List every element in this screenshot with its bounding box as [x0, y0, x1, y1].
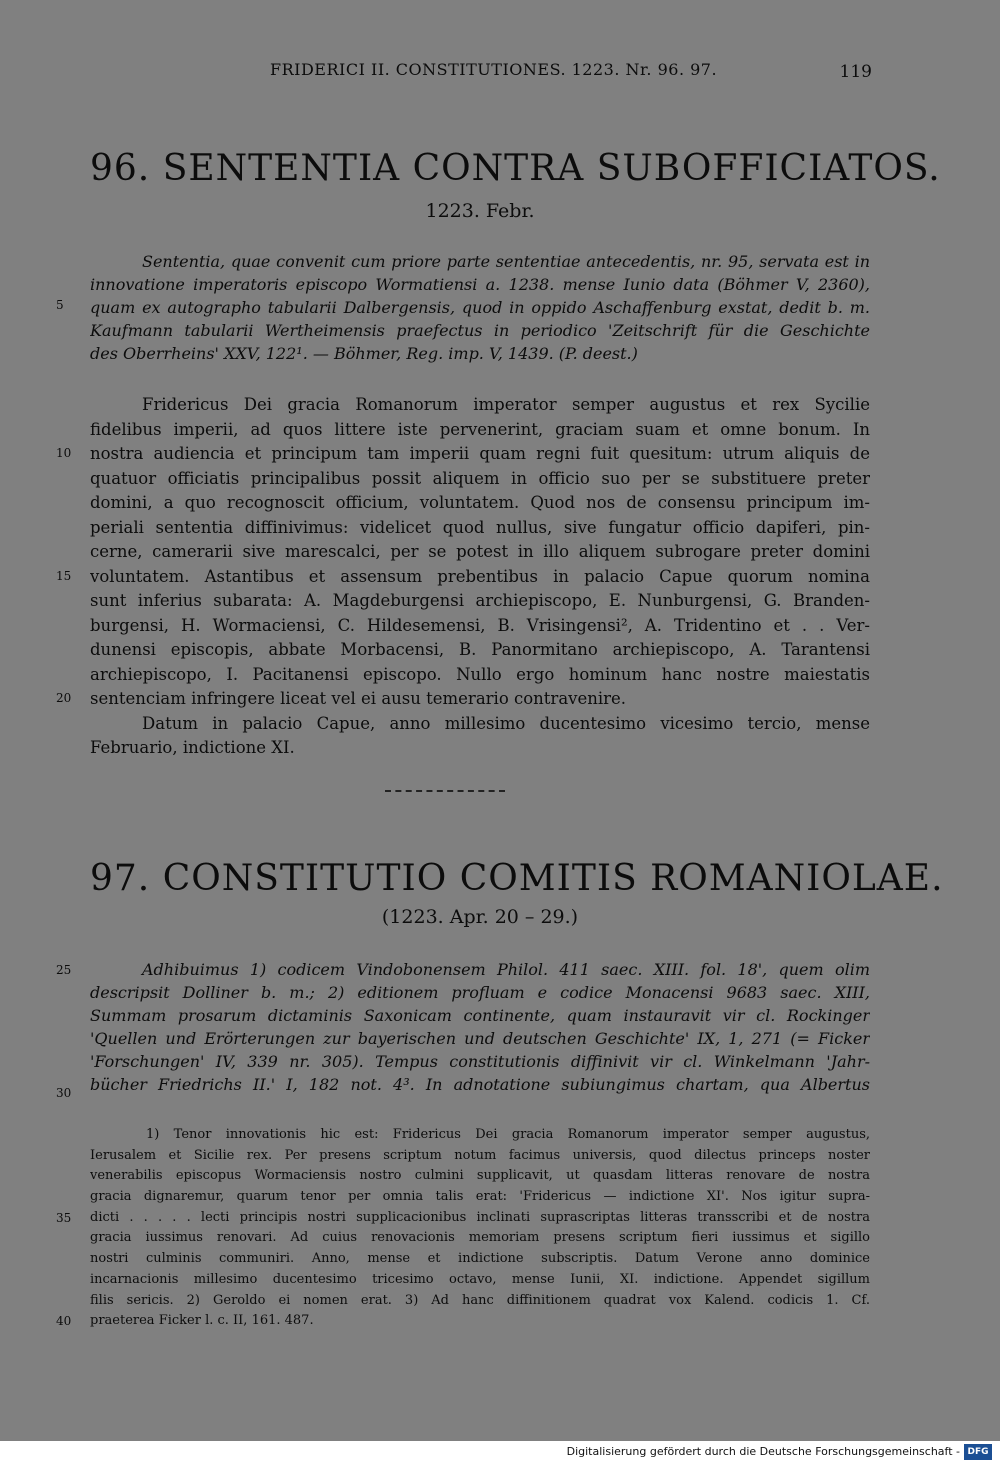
intro-line: Sententia, quae convenit cum priore parte sententiae antecedentis, nr. 95, servata est in: [142, 252, 870, 271]
body-line: fidelibus imperii, ad quos littere iste pervenerint, graciam suam et omne bonum. In: [90, 419, 870, 439]
body-line: Fridericus Dei gracia Romanorum imperator semper augustus et rex Sycilie: [142, 395, 870, 414]
body-line: burgensi, H. Wormaciensi, C. Hildesemensi, B. Vrisingensi², A. Tridentino et . . Ver-: [90, 615, 870, 635]
intro-line: quam ex autographo tabularii Dalbergensis, quod in oppido Aschaffenburg exstat, dedit b. m.: [90, 298, 870, 317]
line-number: 5: [56, 298, 64, 312]
footnote-line: gracia dignaremur, quarum tenor per omnia talis erat: 'Fridericus — indictione XI'. Nos igitur supra-: [90, 1189, 870, 1205]
footnotes: [90, 1125, 870, 1332]
footnote-line: Ierusalem et Sicilie rex. Per presens scriptum notum facimus universis, quod dilectus princeps noster: [90, 1147, 870, 1163]
footnote-line: praeterea Ficker l. c. II, 161. 487.: [90, 1313, 314, 1329]
footnote-line: incarnacionis millesimo ducentesimo tricesimo octavo, mense Iunii, XI. indictione. Appendet sigillum: [90, 1271, 870, 1287]
body-line: quatuor officiatis principalibus possit aliquem in officio suo per se substituere preter: [90, 468, 870, 488]
section-97-date: (1223. Apr. 20 – 29.): [381, 906, 579, 928]
intro-line: descripsit Dolliner b. m.; 2) editionem profluam e codice Monacensi 9683 saec. XIII,: [90, 983, 870, 1002]
section-97-title: 97. CONSTITUTIO COMITIS ROMANIOLAE.: [90, 858, 944, 899]
line-number: 30: [56, 1086, 72, 1100]
footnote-line: venerabilis episcopus Wormaciensis nostro culmini supplicavit, ut quasdam litteras renovare de nostra: [90, 1168, 870, 1184]
section-97-intro: [90, 958, 870, 1096]
intro-line: Summam prosarum dictaminis Saxonicam continente, quam instauravit vir cl. Rockinger: [90, 1006, 870, 1025]
body-line: Datum in palacio Capue, anno millesimo ducentesimo vicesimo tercio, mense: [142, 713, 870, 733]
body-line: domini, a quo recognoscit officium, voluntatem. Quod nos de consensu principum im-: [90, 493, 870, 512]
intro-line: bücher Friedrichs II.' I, 182 not. 4³. In adnotatione subiungimus chartam, qua Albertus: [90, 1075, 870, 1094]
body-line: voluntatem. Astantibus et assensum prebentibus in palacio Capue quorum nomina: [90, 566, 870, 586]
running-head: FRIDERICI II. CONSTITUTIONES. 1223. Nr. 96. 97.: [270, 60, 718, 79]
footnote-line: dicti . . . . . lecti principis nostri supplicacionibus inclinati suprascriptas litteras transscribi et de nostra: [90, 1209, 870, 1225]
intro-line: des Oberrheins' XXV, 122¹. — Böhmer, Reg. imp. V, 1439. (P. deest.): [90, 344, 638, 363]
body-line: archiepiscopo, I. Pacitanensi episcopo. Nullo ergo hominum hanc nostre maiestatis: [90, 664, 870, 684]
section-96-date: 1223. Febr.: [425, 200, 535, 222]
body-line: cerne, camerarii sive marescalci, per se potest in illo aliquem subrogare preter domini: [90, 542, 870, 561]
section-96-body: [90, 393, 870, 761]
line-number: 20: [56, 691, 72, 705]
section-96-intro: [90, 250, 870, 365]
line-number: 40: [56, 1314, 72, 1328]
intro-line: 'Forschungen' IV, 339 nr. 305). Tempus constitutionis diffinivit vir cl. Winkelmann 'Jahr-: [90, 1052, 870, 1071]
intro-line: Kaufmann tabularii Wertheimensis praefectus in periodico 'Zeitschrift für die Geschichte: [90, 321, 870, 340]
footnote-line: nostri culminis communiri. Anno, mense et indictione subscriptis. Datum Verone anno dominice: [90, 1251, 870, 1267]
intro-line: innovatione imperatoris episcopo Wormatiensi a. 1238. mense Iunio data (Böhmer V, 2360),: [90, 275, 870, 294]
body-line: sunt inferius subarata: A. Magdeburgensi archiepiscopo, E. Nunburgensi, G. Branden-: [90, 591, 870, 610]
line-number: 10: [56, 446, 72, 460]
footnote-line: gracia iussimus renovari. Ad cuius renovacionis memoriam presens scriptum fieri iussimus et sigillo: [90, 1230, 870, 1246]
intro-line: 'Quellen und Erörterungen zur bayerischen und deutschen Geschichte' IX, 1, 271 (= Ficker: [90, 1029, 870, 1048]
body-line: dunensi episcopis, abbate Morbacensi, B. Panormitano archiepiscopo, A. Tarantensi: [90, 640, 870, 659]
footnote-line: filis sericis. 2) Geroldo ei nomen erat. 3) Ad hanc diffinitionem quadrat vox Kalend. codicis 1. Cf.: [90, 1292, 870, 1308]
line-number: 35: [56, 1211, 72, 1225]
section-separator: [385, 790, 505, 792]
body-line: nostra audiencia et principum tam imperii quam regni fuit quesitum: utrum aliquis de: [90, 444, 870, 463]
footnote-line: 1) Tenor innovationis hic est: Fridericus Dei gracia Romanorum imperator semper augustus,: [146, 1127, 870, 1142]
body-line: sentenciam infringere liceat vel ei ausu temerario contravenire.: [90, 689, 627, 708]
section-96-title: 96. SENTENTIA CONTRA SUBOFFICIATOS.: [90, 148, 941, 189]
line-number: 15: [56, 569, 72, 583]
page-number: 119: [839, 62, 872, 82]
digitization-footer: [0, 1441, 1000, 1463]
intro-line: Adhibuimus 1) codicem Vindobonensem Philol. 411 saec. XIII. fol. 18', quem olim: [142, 960, 870, 979]
footer-text: Digitalisierung gefördert durch die Deutsche Forschungsgemeinschaft -: [566, 1445, 960, 1458]
body-line: periali sententia diffinivimus: videlicet quod nullus, sive fungatur officio dapiferi, pin-: [90, 517, 870, 537]
line-number: 25: [56, 963, 72, 977]
body-line: Februario, indictione XI.: [90, 738, 295, 757]
dfg-logo: DFG: [964, 1444, 992, 1460]
